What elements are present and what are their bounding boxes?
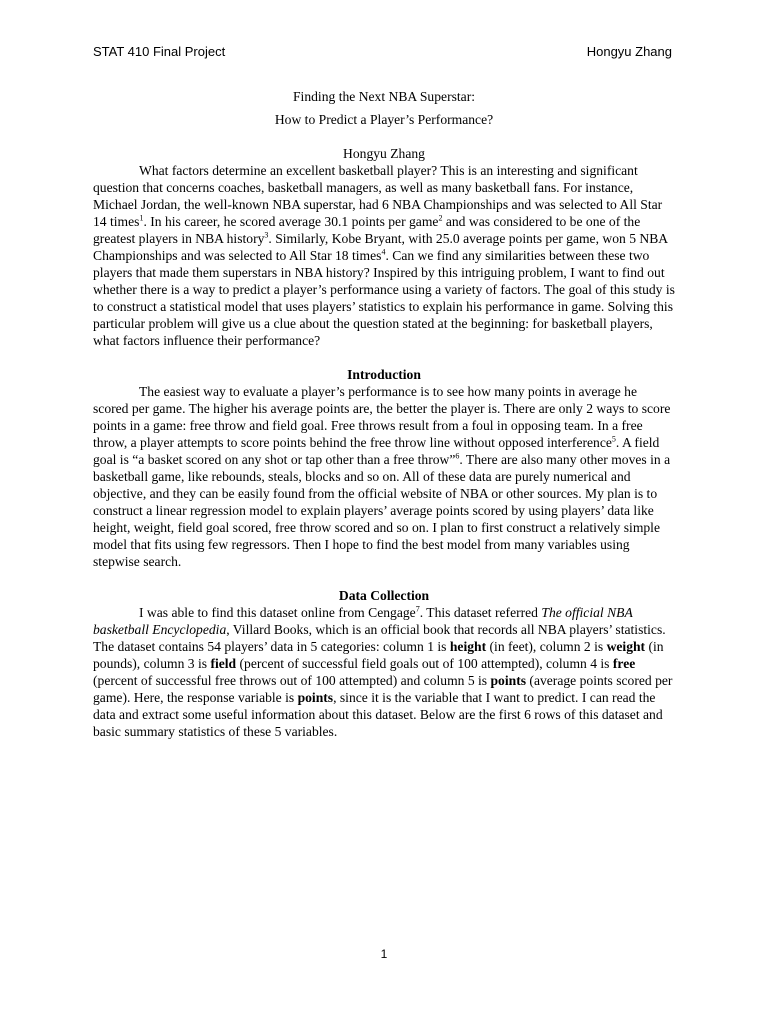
variable-name: points bbox=[490, 673, 527, 688]
footnote-ref: 6 bbox=[455, 451, 460, 461]
document-body bbox=[93, 84, 675, 740]
variable-name: field bbox=[210, 656, 237, 671]
variable-name: weight bbox=[606, 639, 646, 654]
variable-name: points bbox=[297, 690, 334, 705]
footnote-ref: 3 bbox=[264, 230, 269, 240]
data-collection-paragraph: I was able to find this dataset online from Cengage$^7$. This dataset referred The official NBA basketball Encyclopedia, Villard Books, which is an official book that records all NBA players’ statistics. The dataset contains 54 players’ data in 5 categories: column 1 is height (in feet), column 2 is weight (in pounds), column 3 is field (percent of successful field goals out of 100 attempted), column 4 is free (percent of successful free throws out of 100 attempted) and column 5 is points (average points scored per game). Here, the response variable is points, since it is the variable that I want to predict. I can read the data and extract some useful information about this dataset. Below are the first 6 rows of this dataset and basic summary statistics of these 5 variables. bbox=[93, 604, 673, 739]
author-name: Hongyu Zhang bbox=[343, 146, 425, 161]
introduction-paragraph: The easiest way to evaluate a player’s performance is to see how many points in average he scored per game. The higher his average points are, the better the player is. There are only 2 ways to score points in a game: free throw and field goal. Free throws result from a foul in opposing team. In a free throw, a player attempts to score points behind the free throw line without opposed interference$^5$. A field goal is “a basket scored on any shot or tap other than a free throw”$^6$. There are also many other moves in a basketball game, like rebounds, steals, blocks and so on. All of these data are purely numerical and objective, and they can be easily found from the official website of NBA or other sources. My plan is to construct a linear regression model to explain players’ average points scored by using players’ data like height, weight, field goal scored, free throw scored and so on. I plan to first construct a relatively simple model that fits using few regressors. Then I hope to find the best model from many variables using stepwise search. bbox=[93, 384, 671, 569]
book-title: The official NBA basketball Encyclopedia bbox=[93, 605, 633, 637]
opening-paragraph: What factors determine an excellent basketball player? This is an interesting and significant question that concerns coaches, basketball managers, as well as many basketball fans. For instance, Michael Jordan, the well-known NBA superstar, had 6 NBA Championships and was selected to All Star 14 times$^1$. In his career, he scored average 30.1 points per game$^2$ and was considered to be one of the greatest players in NBA history$^3$. Similarly, Kobe Bryant, with 25.0 average points per game, won 5 NBA Championships and was selected to All Star 18 times$^4$. Can we find any similarities between these two players that made them superstars in NBA history? Inspired by this intriguing problem, I want to find out whether there is a way to predict a player’s performance using a variety of factors. The goal of this study is to construct a statistical model that uses players’ statistics to explain his performance in game. Solving this particular problem will give us a clue about the question stated at the beginning: for basketball players, what factors influence their performance? bbox=[93, 163, 675, 348]
footnote-ref: 4 bbox=[381, 247, 386, 257]
footnote-ref: 1 bbox=[139, 213, 144, 223]
data-collection-heading: Data Collection bbox=[338, 588, 430, 603]
page-header bbox=[93, 44, 672, 62]
introduction-heading: Introduction bbox=[347, 367, 421, 382]
header-author: Hongyu Zhang bbox=[586, 44, 672, 59]
footnote-ref: 7 bbox=[415, 604, 420, 614]
variable-name: free bbox=[612, 656, 636, 671]
title-line-1: Finding the Next NBA Superstar: bbox=[293, 89, 475, 104]
footnote-ref: 5 bbox=[611, 434, 616, 444]
page-number: 1 bbox=[380, 947, 388, 961]
header-course: STAT 410 Final Project bbox=[93, 44, 226, 59]
footnote-ref: 2 bbox=[438, 213, 443, 223]
title-line-2: How to Predict a Player’s Performance? bbox=[274, 112, 494, 127]
variable-name: height bbox=[449, 639, 487, 654]
